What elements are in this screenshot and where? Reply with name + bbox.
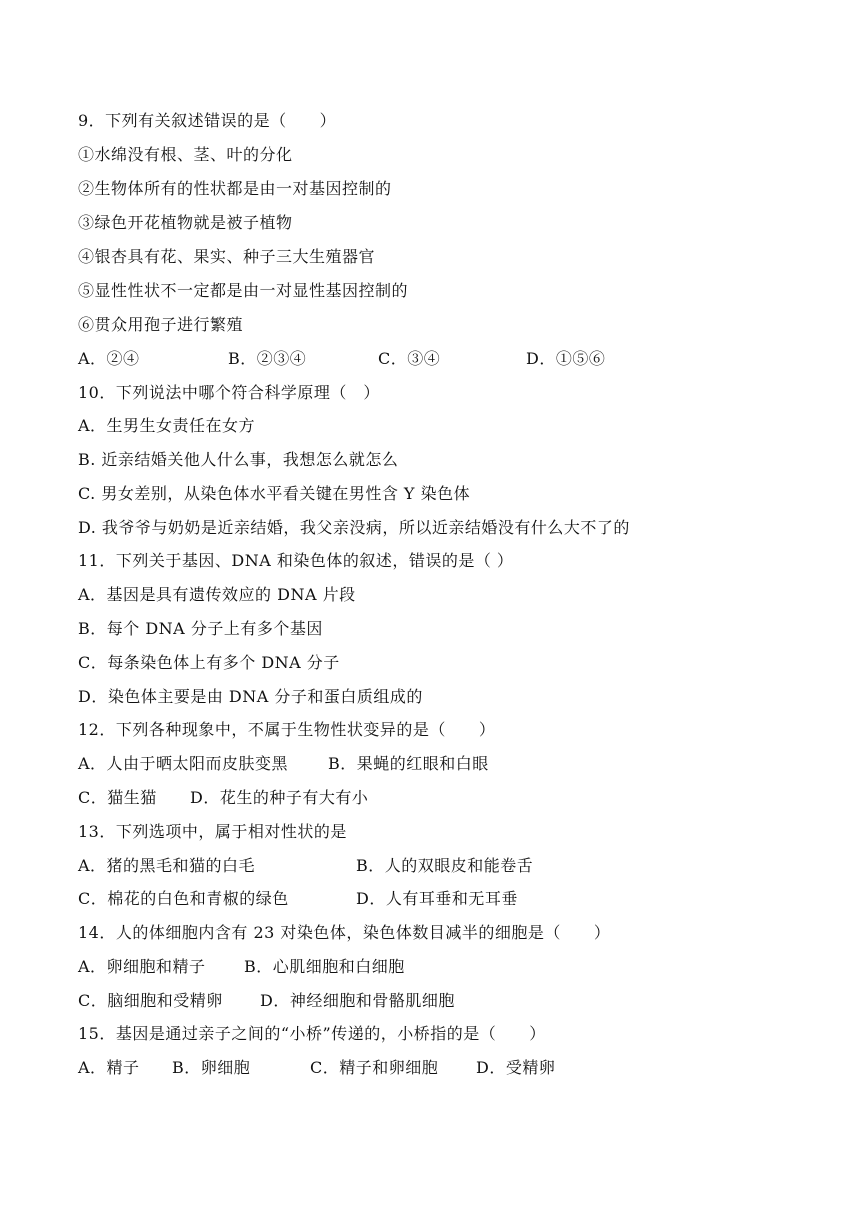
q9-item-5: ⑤显性性状不一定都是由一对显性基因控制的 — [78, 281, 409, 300]
q11-option-b: B．每个 DNA 分子上有多个基因 — [78, 619, 323, 638]
q15-option-d: D．受精卵 — [476, 1058, 556, 1077]
q9-option-c: C．③④ — [378, 349, 441, 368]
q14-option-b: B．心肌细胞和白细胞 — [244, 957, 405, 976]
q12-option-d: D．花生的种子有大有小 — [190, 788, 369, 807]
q10-option-b: B. 近亲结婚关他人什么事，我想怎么就怎么 — [78, 450, 399, 469]
q9-item-6: ⑥贯众用孢子进行繁殖 — [78, 315, 244, 334]
q13-option-b: B．人的双眼皮和能卷舌 — [356, 856, 534, 875]
q11-option-c: C．每条染色体上有多个 DNA 分子 — [78, 653, 340, 672]
q10-option-a: A．生男生女责任在女方 — [78, 416, 256, 435]
q9-option-a: A．②④ — [78, 349, 140, 368]
q9-item-4: ④银杏具有花、果实、种子三大生殖器官 — [78, 247, 376, 266]
q10-option-d: D. 我爷爷与奶奶是近亲结婚，我父亲没病，所以近亲结婚没有什么大不了的 — [78, 518, 630, 537]
q9-stem: 9．下列有关叙述错误的是（ ） — [78, 111, 337, 130]
q13-option-d: D．人有耳垂和无耳垂 — [356, 889, 518, 908]
q15-option-a: A．精子 — [78, 1058, 140, 1077]
q14-option-a: A．卵细胞和精子 — [78, 957, 206, 976]
q10-stem: 10．下列说法中哪个符合科学原理（ ） — [78, 383, 380, 402]
q9-item-3: ③绿色开花植物就是被子植物 — [78, 213, 293, 232]
q15-option-c: C．精子和卵细胞 — [310, 1058, 439, 1077]
q14-option-c: C．脑细胞和受精卵 — [78, 991, 223, 1010]
q13-option-c: C．棉花的白色和青椒的绿色 — [78, 889, 289, 908]
q11-stem: 11．下列关于基因、DNA 和染色体的叙述，错误的是（ ） — [78, 551, 514, 570]
q11-option-a: A．基因是具有遗传效应的 DNA 片段 — [78, 585, 356, 604]
q15-stem: 15．基因是通过亲子之间的“小桥”传递的，小桥指的是（ ） — [78, 1024, 546, 1043]
q11-option-d: D．染色体主要是由 DNA 分子和蛋白质组成的 — [78, 687, 423, 706]
q15-option-b: B．卵细胞 — [172, 1058, 251, 1077]
q14-stem: 14．人的体细胞内含有 23 对染色体，染色体数目减半的细胞是（ ） — [78, 923, 611, 942]
q13-stem: 13．下列选项中，属于相对性状的是 — [78, 822, 347, 841]
q9-option-d: D．①⑤⑥ — [526, 349, 606, 368]
q9-item-2: ②生物体所有的性状都是由一对基因控制的 — [78, 179, 392, 198]
q9-option-b: B．②③④ — [228, 349, 307, 368]
q10-option-c: C. 男女差别，从染色体水平看关键在男性含 Y 染色体 — [78, 484, 471, 503]
q14-option-d: D．神经细胞和骨骼肌细胞 — [260, 991, 455, 1010]
q12-stem: 12．下列各种现象中，不属于生物性状变异的是（ ） — [78, 720, 496, 739]
q9-item-1: ①水绵没有根、茎、叶的分化 — [78, 145, 293, 164]
q12-option-b: B．果蝇的红眼和白眼 — [328, 754, 489, 773]
q12-option-c: C．猫生猫 — [78, 788, 157, 807]
q12-option-a: A．人由于晒太阳而皮肤变黑 — [78, 754, 289, 773]
q13-option-a: A．猪的黑毛和猫的白毛 — [78, 856, 256, 875]
